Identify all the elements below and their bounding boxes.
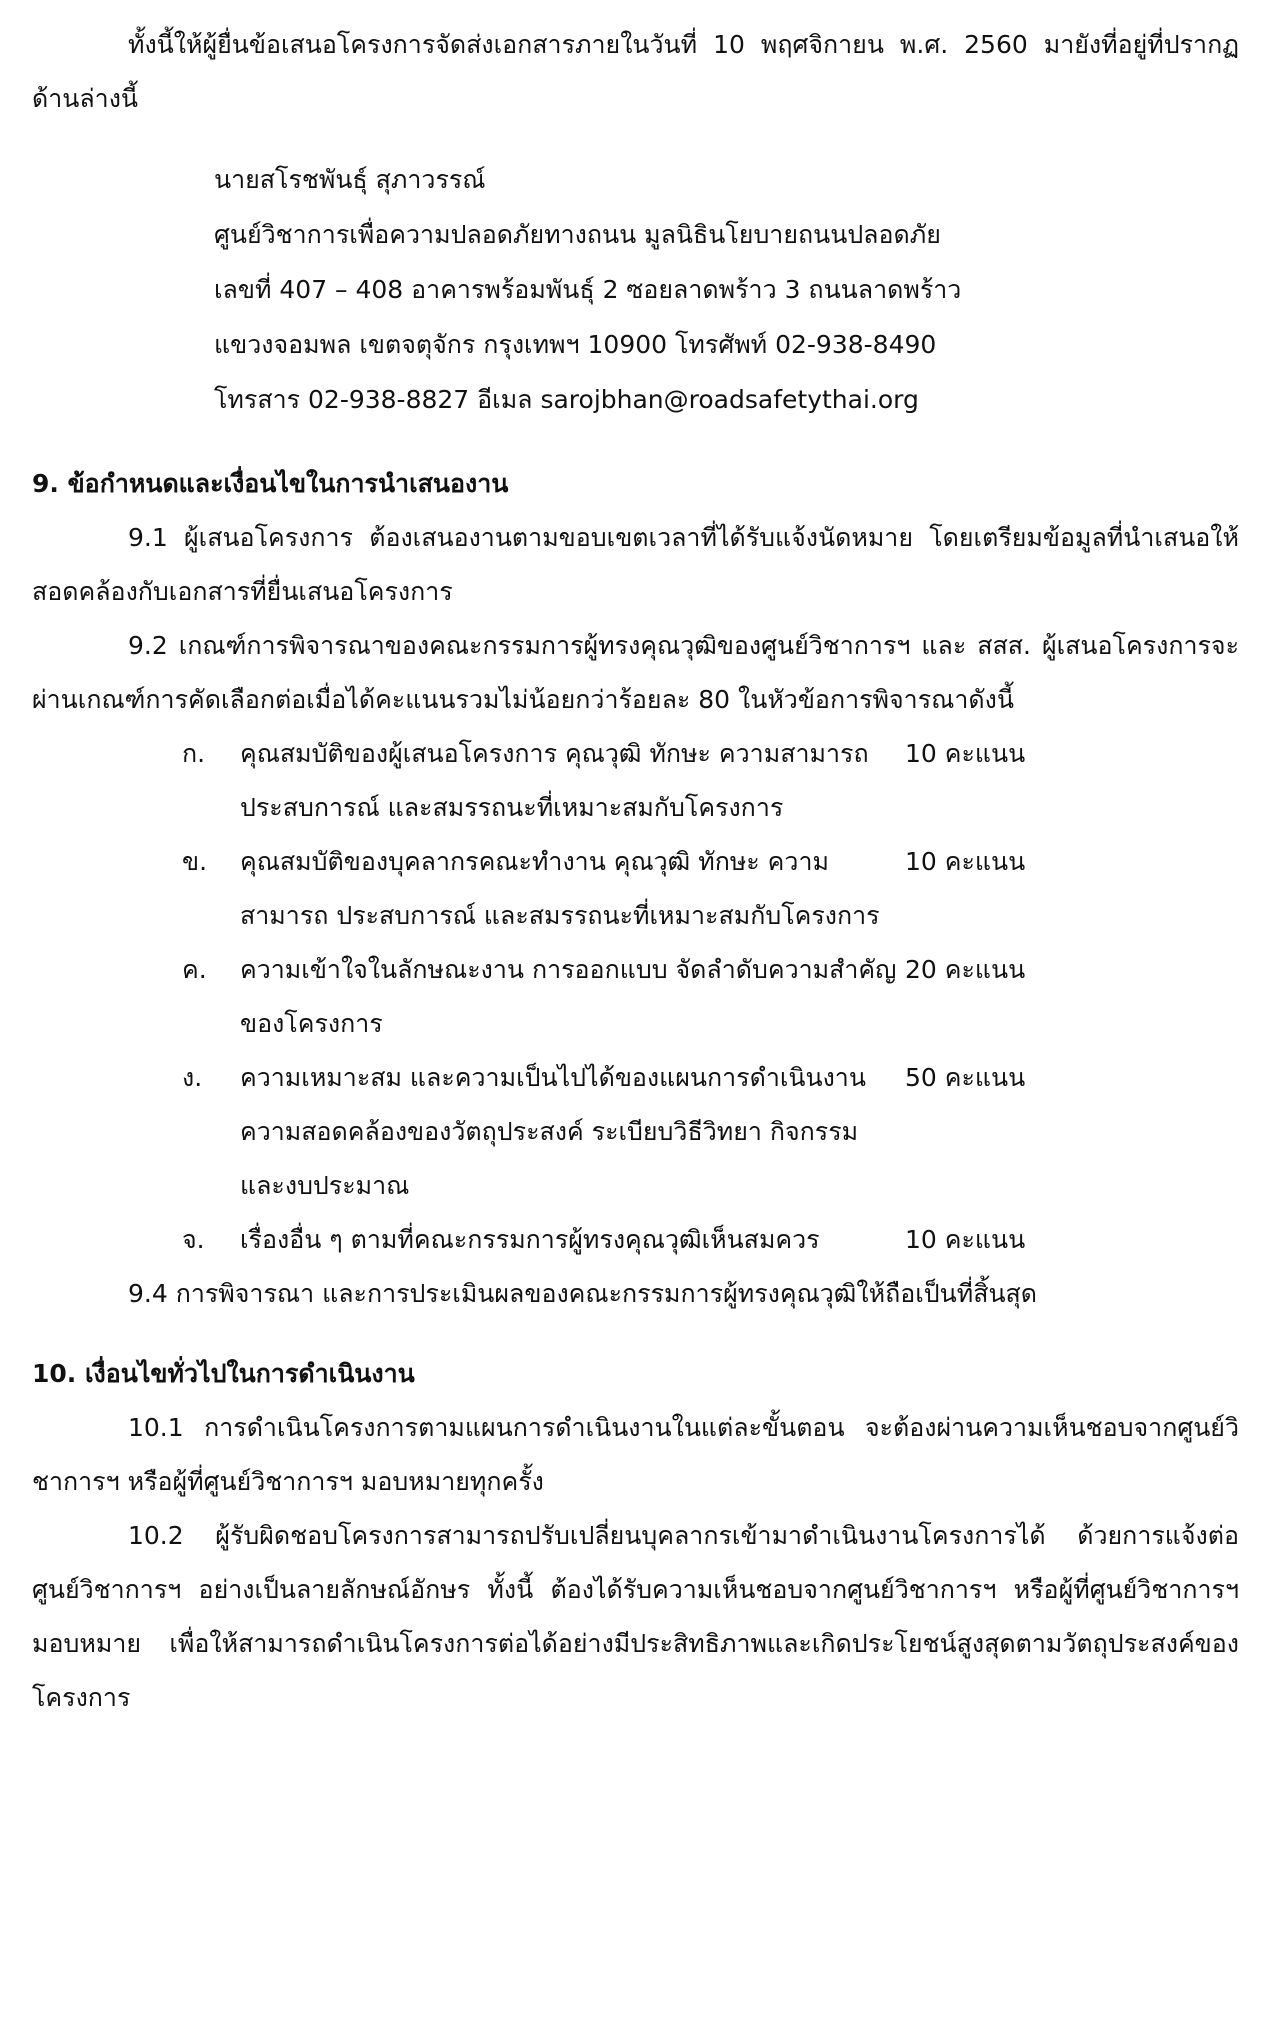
criteria-text: เรื่องอื่น ๆ ตามที่คณะกรรมการผู้ทรงคุณวุฒิเห็นสมควร	[240, 1225, 820, 1254]
criteria-score: 50 คะแนน	[905, 1063, 1026, 1092]
criteria-label: ง.	[182, 1063, 203, 1092]
criteria-text: คุณสมบัติของผู้เสนอโครงการ คุณวุฒิ ทักษะ ความสามารถ ประสบการณ์ และสมรรถนะที่เหมาะสมกับโครงการ	[240, 739, 869, 822]
criteria-table	[182, 727, 1025, 1267]
section-9-4-paragraph: 9.4 การพิจารณา และการประเมินผลของคณะกรรมการผู้ทรงคุณวุฒิให้ถือเป็นที่สิ้นสุด	[128, 1279, 1038, 1308]
criteria-row	[182, 1213, 1025, 1267]
criteria-score: 10 คะแนน	[905, 1225, 1026, 1254]
address-line: ศูนย์วิชาการเพื่อความปลอดภัยทางถนน มูลนิธินโยบายถนนปลอดภัย	[214, 220, 941, 249]
criteria-label: ข.	[182, 847, 208, 876]
section-10-2-paragraph: 10.2 ผู้รับผิดชอบโครงการสามารถปรับเปลี่ยนบุคลากรเข้ามาดำเนินงานโครงการได้ ด้วยการแจ้งต่อศูนย์วิชาการฯ อย่างเป็นลายลักษณ์อักษร ทั้งนี้ ต้องได้รับความเห็นชอบจากศูนย์วิชาการฯ หรือผู้ที่ศูนย์วิชาการฯ มอบหมาย เพื่อให้สามารถดำเนินโครงการต่อได้อย่างมีประสิทธิภาพและเกิดประโยชน์สูงสุดตามวัตถุประสงค์ของโครงการ	[32, 1521, 1239, 1712]
address-block	[32, 152, 1239, 427]
criteria-score: 10 คะแนน	[905, 847, 1026, 876]
criteria-score: 10 คะแนน	[905, 739, 1026, 768]
criteria-label: ก.	[182, 739, 206, 768]
criteria-text: คุณสมบัติของบุคลากรคณะทำงาน คุณวุฒิ ทักษะ ความสามารถ ประสบการณ์ และสมรรถนะที่เหมาะสมกับโครงการ	[240, 847, 880, 930]
section-10-1-paragraph: 10.1 การดำเนินโครงการตามแผนการดำเนินงานในแต่ละขั้นตอน จะต้องผ่านความเห็นชอบจากศูนย์วิชาการฯ หรือผู้ที่ศูนย์วิชาการฯ มอบหมายทุกครั้ง	[32, 1413, 1239, 1496]
intro-paragraph: ทั้งนี้ให้ผู้ยื่นข้อเสนอโครงการจัดส่งเอกสารภายในวันที่ 10 พฤศจิกายน พ.ศ. 2560 มายังที่อยู่ที่ปรากฏด้านล่างนี้	[32, 30, 1239, 113]
criteria-row	[182, 727, 1025, 835]
section-10-heading: 10. เงื่อนไขทั่วไปในการดำเนินงาน	[32, 1359, 415, 1388]
criteria-text: ความเข้าใจในลักษณะงาน การออกแบบ จัดลำดับความสำคัญของโครงการ	[240, 955, 897, 1038]
address-line: โทรสาร 02-938-8827 อีเมล sarojbhan@roadsafetythai.org	[214, 385, 919, 414]
criteria-row	[182, 943, 1025, 1051]
address-line: แขวงจอมพล เขตจตุจักร กรุงเทพฯ 10900 โทรศัพท์ 02-938-8490	[214, 330, 937, 359]
criteria-label: ค.	[182, 955, 207, 984]
section-9-1-paragraph: 9.1 ผู้เสนอโครงการ ต้องเสนองานตามขอบเขตเวลาที่ได้รับแจ้งนัดหมาย โดยเตรียมข้อมูลที่นำเสนอให้สอดคล้องกับเอกสารที่ยื่นเสนอโครงการ	[32, 523, 1239, 606]
address-line: นายสโรชพันธุ์ สุภาวรรณ์	[214, 165, 486, 194]
address-line: เลขที่ 407 – 408 อาคารพร้อมพันธุ์ 2 ซอยลาดพร้าว 3 ถนนลาดพร้าว	[214, 275, 962, 304]
section-9-2-paragraph: 9.2 เกณฑ์การพิจารณาของคณะกรรมการผู้ทรงคุณวุฒิของศูนย์วิชาการฯ และ สสส. ผู้เสนอโครงการจะผ่านเกณฑ์การคัดเลือกต่อเมื่อได้คะแนนรวมไม่น้อยกว่าร้อยละ 80 ในหัวข้อการพิจารณาดังนี้	[32, 631, 1239, 714]
criteria-score: 20 คะแนน	[905, 955, 1026, 984]
criteria-row	[182, 835, 1025, 943]
section-9-heading: 9. ข้อกำหนดและเงื่อนไขในการนำเสนองาน	[32, 469, 509, 498]
criteria-label: จ.	[182, 1225, 205, 1254]
criteria-text: ความเหมาะสม และความเป็นไปได้ของแผนการดำเนินงาน ความสอดคล้องของวัตถุประสงค์ ระเบียบวิธีวิทยา กิจกรรม และงบประมาณ	[240, 1063, 866, 1200]
criteria-row	[182, 1051, 1025, 1213]
